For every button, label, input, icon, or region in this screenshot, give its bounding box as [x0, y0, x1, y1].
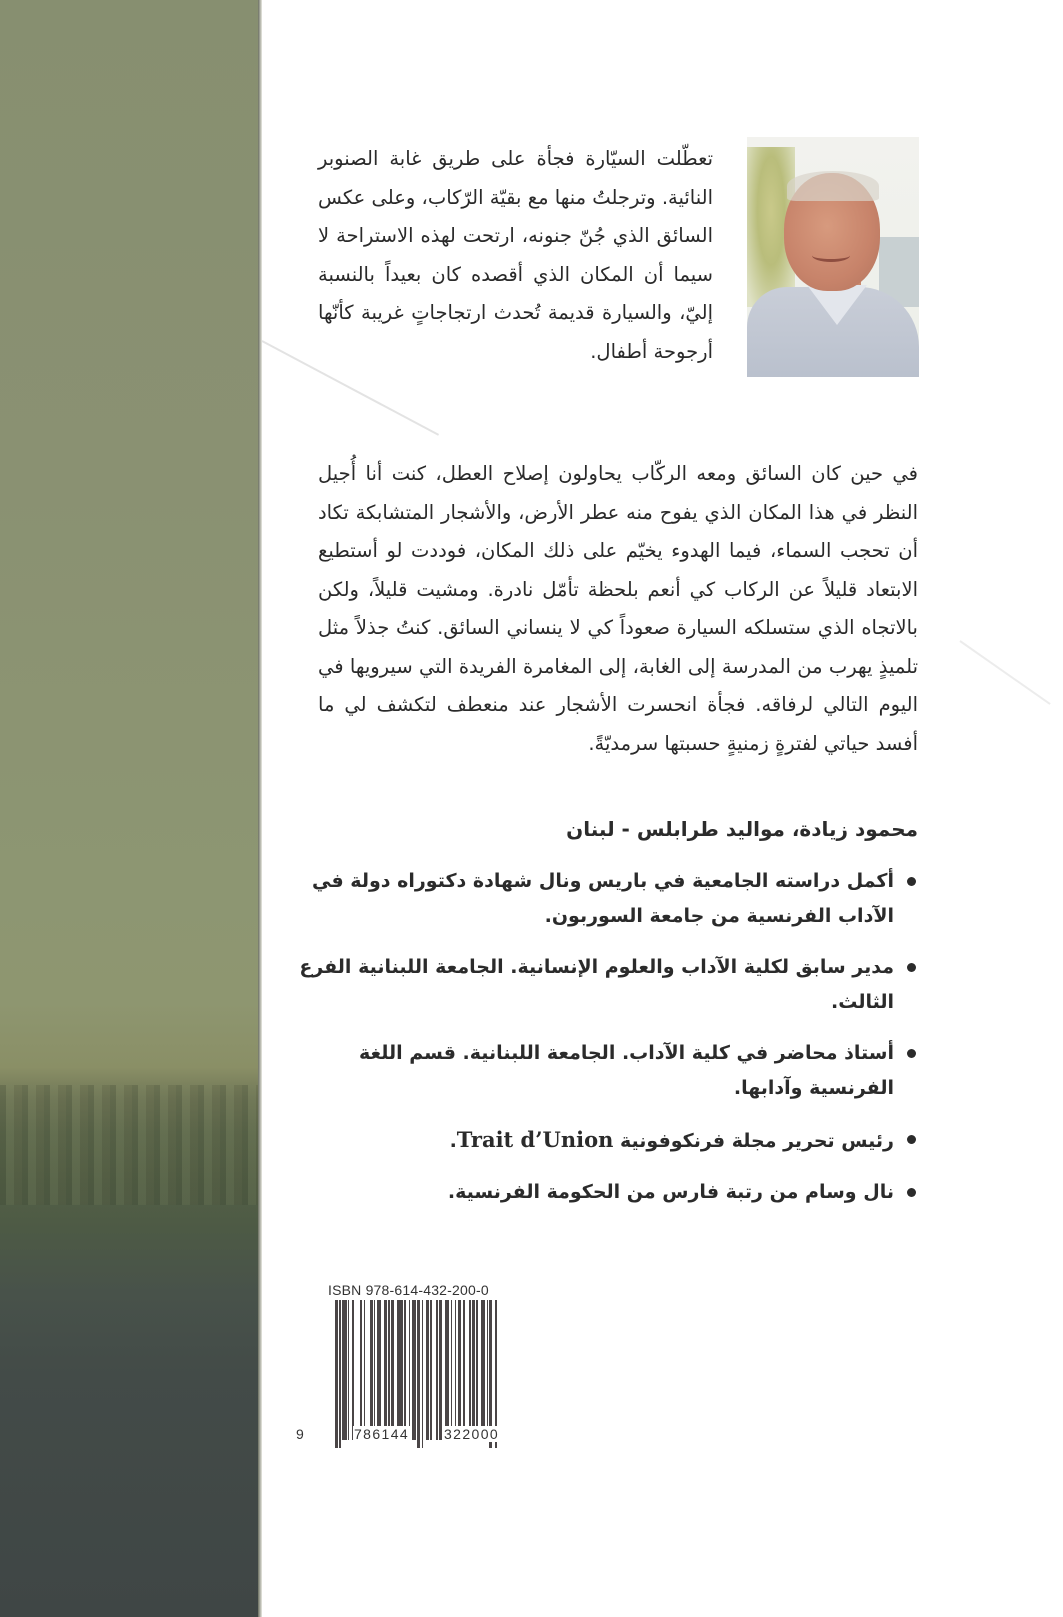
blurb-intro-paragraph: تعطّلت السيّارة فجأة على طريق غابة الصنوبر النائية. وترجلتُ منها مع بقيّة الرّكاب، وعلى عكس السائق الذي جُنّ جنونه، ارتحت لهذه الاستراحة لا سيما أن المكان الذي أقصده كان بعيداً بالنسبة إليّ، والسيارة قديمة تُحدث ارتجاجاتٍ غريبة كأنّها أرجوحة أطفال.: [318, 147, 713, 363]
forest-treeline: [0, 1085, 260, 1205]
bullet-icon: [907, 1135, 916, 1144]
bio-text: رئيس تحرير مجلة فرنكوفونية: [613, 1130, 894, 1152]
cover-spine-photo: [0, 0, 260, 1617]
bullet-icon: [907, 1188, 916, 1197]
crease-line: [959, 640, 1050, 705]
bio-text: نال وسام من رتبة فارس من الحكومة الفرنسية.: [447, 1181, 894, 1203]
author-heading: محمود زيادة، مواليد طرابلس - لبنان: [566, 817, 918, 841]
photo-smile: [812, 249, 850, 262]
bio-item: [298, 864, 918, 934]
barcode-digits-right: 322000: [444, 1426, 500, 1442]
isbn-label: ISBN 978-614-432-200-0: [328, 1282, 489, 1298]
magazine-name: Trait d’Union: [456, 1127, 614, 1152]
bullet-icon: [907, 1049, 916, 1058]
bio-text: أكمل دراسته الجامعية في باريس ونال شهادة دكتوراه دولة في الآداب الفرنسية من جامعة السوربون.: [312, 870, 894, 927]
bio-item: [298, 1175, 918, 1210]
bullet-icon: [907, 877, 916, 886]
bio-item: [298, 950, 918, 1020]
bullet-icon: [907, 963, 916, 972]
photo-hair: [787, 171, 879, 201]
author-photo: [747, 137, 919, 377]
spine-edge: [258, 0, 262, 1617]
barcode-bars: [335, 1300, 545, 1440]
blurb-second-paragraph: في حين كان السائق ومعه الركّاب يحاولون إصلاح العطل، كنت أنا أُجيل النظر في هذا المكان الذي يفوح منه عطر الأرض، والأشجار المتشابكة تكاد أن تحجب السماء، فيما الهدوء يخيّم على ذلك المكان، فوددت لو أستطيع الابتعاد قليلاً عن الركاب كي أنعم بلحظة تأمّل نادرة. ومشيت قليلاً، ولكن بالاتجاه الذي ستسلكه السيارة صعوداً كي لا ينساني السائق. كنتُ جذلاً مثل تلميذٍ يهرب من المدرسة إلى الغابة، إلى المغامرة الفريدة التي سيرويها في اليوم التالي لرفاقه. فجأة انحسرت الأشجار عند منعطف لتكشف لي ما أفسد حياتي لفترةٍ زمنيةٍ حسبتها سرمديّةً.: [318, 462, 918, 755]
bio-text: أستاذ محاضر في كلية الآداب. الجامعة اللبنانية. قسم اللغة الفرنسية وآدابها.: [359, 1042, 894, 1099]
bio-item: [298, 1036, 918, 1106]
isbn-barcode: [296, 1282, 545, 1452]
bio-text-end: .: [449, 1130, 457, 1152]
barcode-lead-digit: 9: [296, 1426, 304, 1442]
barcode-digits-left: 786144: [354, 1426, 410, 1442]
bio-text: مدير سابق لكلية الآداب والعلوم الإنسانية. الجامعة اللبنانية الفرع الثالث.: [299, 956, 894, 1013]
barcode-gap: [497, 1300, 498, 1440]
bio-item: [298, 1122, 918, 1159]
author-bio-list: [298, 864, 918, 1226]
